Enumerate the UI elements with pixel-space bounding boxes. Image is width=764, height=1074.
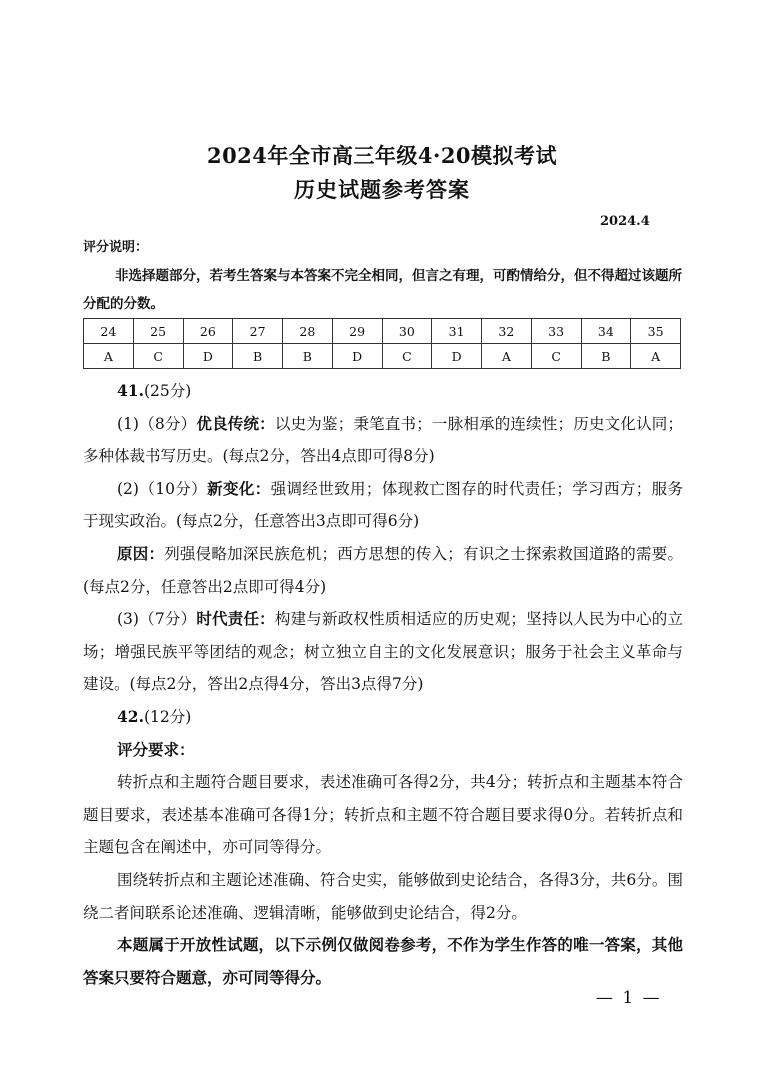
q41-part3-text: 构建与新政权性质相适应的历史观；坚持以人民为中心的立场；增强民族平等团结的观念；树立独立自主的文化发展意识；服务于社会主义革命与建设。(每点2分，答出2点得4分，答出3点得7分) <box>83 610 683 694</box>
table-cell: A <box>84 344 134 369</box>
table-cell: 31 <box>432 319 482 344</box>
table-cell: 30 <box>382 319 432 344</box>
q41-part1-text: 以史为鉴；秉笔直书；一脉相承的连续性；历史文化认同；多种体裁书写历史。(每点2分，答出4点即可得8分) <box>83 414 683 466</box>
table-cell: A <box>482 344 532 369</box>
table-cell: C <box>382 344 432 369</box>
q41-reason-label: 原因： <box>117 543 165 563</box>
table-cell: B <box>581 344 631 369</box>
answer-content <box>83 375 683 994</box>
question-number-row <box>84 319 681 344</box>
table-cell: 34 <box>581 319 631 344</box>
q42-requirements-label <box>83 734 683 767</box>
exam-date: 2024.4 <box>600 214 650 229</box>
page-number: — 1 — <box>596 988 662 1008</box>
table-cell: D <box>332 344 382 369</box>
q41-part2 <box>83 473 683 538</box>
scoring-note-text: 非选择题部分，若考生答案与本答案不完全相同，但言之有理，可酌情给分，但不得超过该题所分配的分数。 <box>83 268 682 312</box>
q41-points: (25分) <box>143 382 192 400</box>
table-cell: D <box>183 344 233 369</box>
q41-heading <box>83 375 683 408</box>
q42-para1: 转折点和主题符合题目要求，表述准确可各得2分，共4分；转折点和主题基本符合题目要求，表述基本准确可各得1分；转折点和主题不符合题目要求得0分。若转折点和主题包含在阐述中，亦可同等得分。 <box>83 773 683 857</box>
q42-points: (12分) <box>143 707 192 726</box>
q42-heading <box>83 701 683 734</box>
q41-reason <box>83 538 683 603</box>
table-cell: B <box>233 344 283 369</box>
q42-para3 <box>83 929 683 994</box>
table-cell: 24 <box>84 319 134 344</box>
table-cell: C <box>133 344 183 369</box>
answer-key-title: 历史试题参考答案 <box>294 177 470 202</box>
exam-title: 2024年全市高三年级4·20模拟考试 <box>206 143 558 168</box>
table-cell: 28 <box>283 319 333 344</box>
table-cell: 33 <box>531 319 581 344</box>
q42-req-label: 评分要求： <box>117 739 195 759</box>
q41-part3-label: 时代责任： <box>196 609 275 629</box>
q41-part3-prefix: (3)（7分） <box>117 610 197 629</box>
q41-reason-text: 列强侵略加深民族危机；西方思想的传入；有识之士探索救国道路的需要。(每点2分，任意答出2点即可得4分) <box>83 544 683 596</box>
q42-para2: 围绕转折点和主题论述准确、符合史实，能够做到史论结合，各得3分，共6分。围绕二者间联系论述准确、逻辑清晰，能够做到史论结合，得2分。 <box>83 870 683 922</box>
table-cell: 32 <box>482 319 532 344</box>
scoring-note-label: 评分说明： <box>83 240 149 255</box>
q41-part1-label: 优良传统： <box>196 413 275 433</box>
scoring-note <box>83 262 683 318</box>
q41-part2-label: 新变化： <box>207 478 271 498</box>
q41-part1-prefix: (1)（8分） <box>117 414 197 433</box>
table-cell: 29 <box>332 319 382 344</box>
table-cell: 25 <box>133 319 183 344</box>
q41-part1 <box>83 408 683 473</box>
table-cell: 27 <box>233 319 283 344</box>
table-cell: D <box>432 344 482 369</box>
q41-part2-text: 强调经世致用；体现救亡图存的时代责任；学习西方；服务于现实政治。(每点2分，任意答出3点即可得6分) <box>83 479 683 531</box>
table-cell: B <box>283 344 333 369</box>
q42-para3-text: 本题属于开放性试题，以下示例仅做阅卷参考，不作为学生作答的唯一答案，其他答案只要符合题意，亦可同等得分。 <box>83 935 683 987</box>
answer-row <box>84 344 681 369</box>
table-cell: 26 <box>183 319 233 344</box>
q41-part2-prefix: (2)（10分） <box>117 479 208 498</box>
q41-number: 41. <box>117 381 144 400</box>
table-cell: 35 <box>631 319 681 344</box>
q42-number: 42. <box>117 706 144 726</box>
answer-table <box>83 318 681 369</box>
table-cell: A <box>631 344 681 369</box>
q41-part3 <box>83 603 683 701</box>
table-cell: C <box>531 344 581 369</box>
